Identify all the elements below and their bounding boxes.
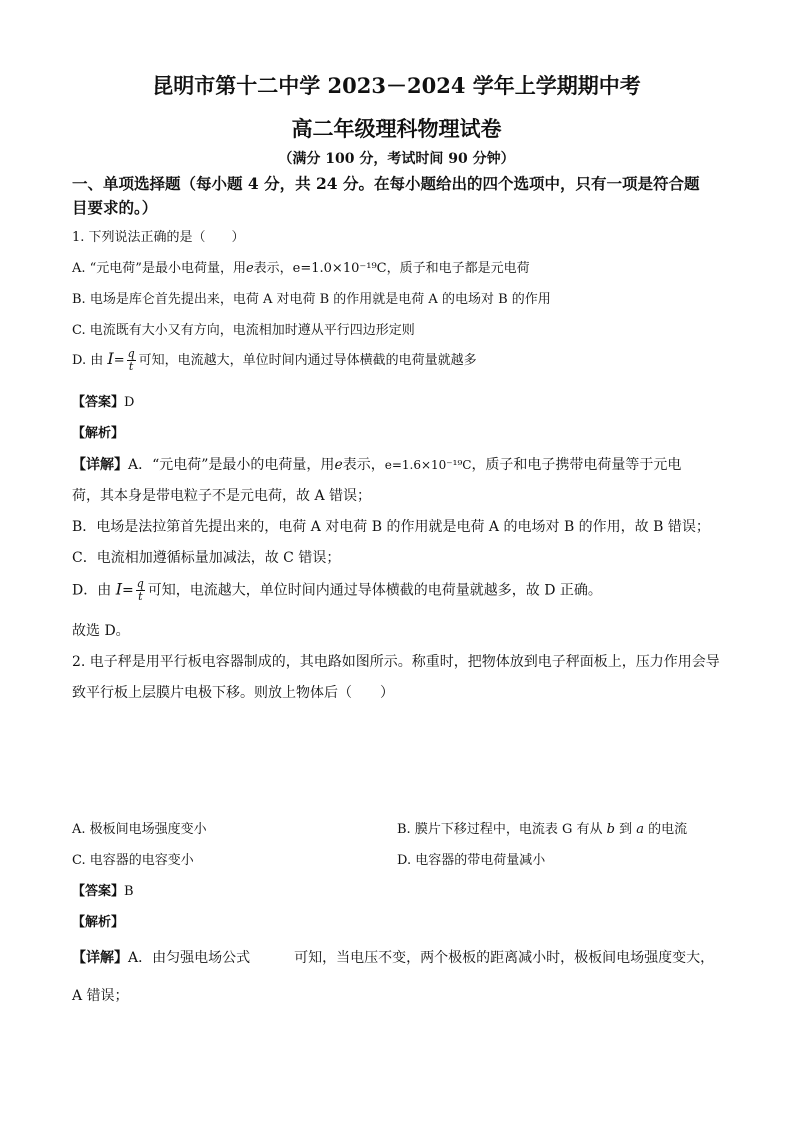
q1-detail-b: B．电场是法拉第首先提出来的，电荷 A 对电荷 B 的作用就是电荷 A 的电场对 B 的作用，故 B 错误； <box>72 519 710 535</box>
q1-option-a-pre: A. “元电荷”是最小电荷量，用 <box>72 261 246 276</box>
exam-title: 昆明市第十二中学 2023－2024 学年上学期期中考 <box>152 73 641 98</box>
q2-detail-a <box>72 947 714 967</box>
q1-detail-d-pre: D．由 <box>72 582 112 599</box>
section-heading-cont: 目要求的。） <box>72 198 158 217</box>
formula-fraction <box>136 578 145 603</box>
q1-detail-a-cont: 荷，其本身是带电粒子不是元电荷，故 A 错误； <box>72 488 372 504</box>
q1-option-b: B. 电场是库仑首先提出来，电荷 A 对电荷 B 的作用就是电荷 A 的电场对 B 的作用 <box>72 292 551 307</box>
q2-option-d: D. 电容器的带电荷量减小 <box>397 853 546 868</box>
q1-option-d <box>72 348 477 373</box>
q2-option-c: C. 电容器的电容变小 <box>72 853 194 868</box>
answer-value: D <box>124 395 135 410</box>
q2-option-b-mid: 到 <box>614 822 637 837</box>
q1-option-a <box>72 257 530 276</box>
q2-option-b <box>397 818 687 837</box>
answer-label: 【答案】 <box>72 395 125 410</box>
q1-conclusion: 故选 D。 <box>72 623 130 639</box>
formula-fraction <box>127 348 136 373</box>
q1-analysis-label: 【解析】 <box>72 426 125 441</box>
q1-detail-a <box>72 454 681 474</box>
formula-equals: = <box>122 582 134 599</box>
formula-numerator: q <box>136 577 144 590</box>
q1-detail-a-symbol: e <box>334 457 343 473</box>
q1-detail-c: C．电流相加遵循标量加减法，故 C 错误； <box>72 550 341 566</box>
q1-detail-d-post: 可知，电流越大，单位时间内通过导体横截的电荷量就越多，故 D 正确。 <box>147 582 602 599</box>
q1-option-a-formula: e=1.0×10⁻¹⁹C <box>292 261 387 276</box>
exam-info: （满分 100 分，考试时间 90 分钟） <box>278 151 515 167</box>
q2-detail-a-cont: A 错误； <box>72 988 129 1004</box>
formula-current-symbol: I <box>107 349 114 368</box>
formula-denominator: t <box>138 590 143 603</box>
q1-option-d-post: 可知，电流越大，单位时间内通过导体横截的电荷量就越多 <box>138 353 477 368</box>
section-heading: 一、单项选择题（每小题 4 分，共 24 分。在每小题给出的四个选项中，只有一项是符合题 <box>72 174 700 193</box>
detail-label: 【详解】 <box>72 457 128 473</box>
formula-numerator: q <box>127 347 135 360</box>
detail-label: 【详解】 <box>72 950 128 966</box>
q2-option-b-pre: B. 膜片下移过程中，电流表 G 有从 <box>397 822 607 837</box>
q1-detail-d <box>72 578 602 603</box>
answer-label: 【答案】 <box>72 884 125 899</box>
q1-option-a-mid: 表示， <box>253 261 293 276</box>
q1-option-a-post: ，质子和电子都是元电荷 <box>386 261 530 276</box>
q2-detail-a-post: 可知，当电压不变，两个极板的距离减小时，极板间电场强度变大， <box>294 950 715 966</box>
q2-option-a: A. 极板间电场强度变小 <box>72 822 207 837</box>
formula-current-symbol: I <box>115 579 123 599</box>
q1-detail-a-post: ，质子和电子携带电荷量等于元电 <box>471 457 682 473</box>
q1-option-c: C. 电流既有大小又有方向，电流相加时遵从平行四边形定则 <box>72 323 415 338</box>
q2-option-b-post: 的电流 <box>643 822 688 837</box>
q1-option-d-pre: D. 由 <box>72 353 104 368</box>
q1-detail-a-mid: 表示， <box>342 457 385 473</box>
formula-equals: = <box>113 353 125 368</box>
q1-detail-a-pre: A．“元电荷”是最小的电荷量，用 <box>128 457 335 473</box>
q1-answer <box>72 391 134 410</box>
q2-analysis-label: 【解析】 <box>72 915 125 930</box>
formula-denominator: t <box>128 360 134 373</box>
q2-stem: 2. 电子秤是用平行板电容器制成的，其电路如图所示。称重时，把物体放到电子秤面板上，压力作用会导 <box>72 654 720 670</box>
answer-value: B <box>124 884 134 899</box>
q2-option-b-b: b <box>606 822 615 837</box>
q2-detail-a-pre: A．由匀强电场公式 <box>128 950 251 966</box>
q2-option-b-a: a <box>636 822 644 837</box>
q2-answer <box>72 880 134 899</box>
q2-stem-cont: 致平行板上层膜片电极下移。则放上物体后（ ） <box>72 685 394 701</box>
q1-option-a-symbol: e <box>245 261 254 276</box>
exam-subtitle: 高二年级理科物理试卷 <box>291 116 502 141</box>
q1-stem: 1. 下列说法正确的是（ ） <box>72 230 245 245</box>
q1-detail-a-formula: e=1.6×10⁻¹⁹C <box>384 458 472 472</box>
